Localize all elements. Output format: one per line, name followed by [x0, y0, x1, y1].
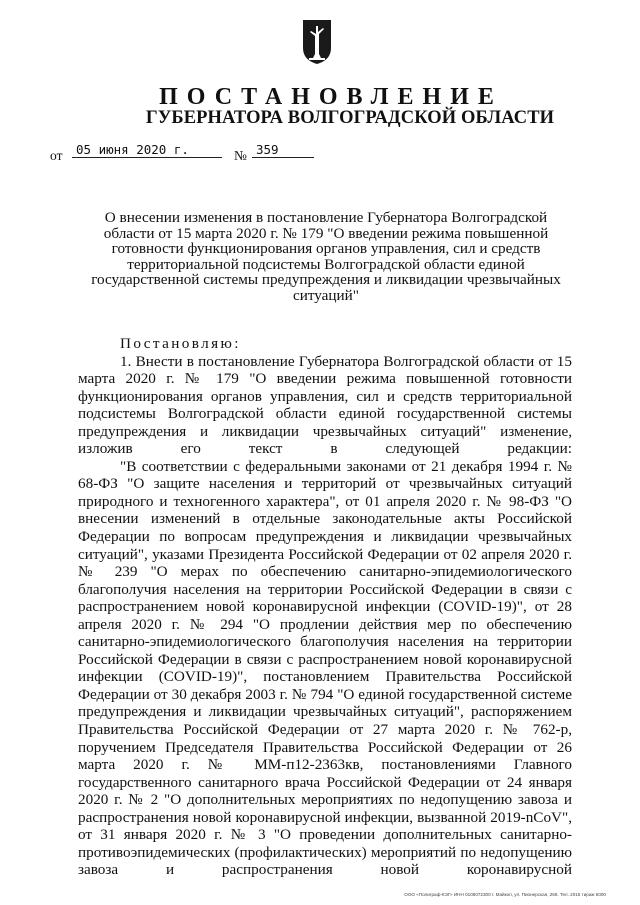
document-date: 05 июня 2020 г.	[72, 142, 222, 158]
document-number: 359	[252, 142, 314, 158]
document-subject: О внесении изменения в постановление Губернатора Волгоградской области от 15 марта 2020 г. № 179 "О введении режима повышенной готовности функционирования органов управления, сил и средств территориальной подсистемы Волгоградской области единой государственной системы предупреждения и ликвидации чрезвычайных ситуаций"	[91, 209, 561, 304]
item-1-paragraph: 1. Внести в постановление Губернатора Волгоградской области от 15 марта 2020 г. № 179 "О введении режима повышенной готовности функционирования органов управления, сил и средств территориальной подсистемы Волгоградской области единой государственной системы предупреждения и ликвидации чрезвычайных ситуаций" изменение, изложив его текст в следующей редакции:	[78, 352, 572, 458]
coat-of-arms-icon	[301, 18, 333, 66]
printer-imprint: ООО «Полиграф-КЭГ» ИНН 0105072300 г. Майкоп, ул. Пионерская, 268. Тел. 2015 тираж 5000	[404, 892, 606, 897]
quoted-paragraph: "В соответствии с федеральными законами от 21 декабря 1994 г. № 68-ФЗ "О защите населения и территорий от чрезвычайных ситуаций природного и техногенного характера", от 01 апреля 2020 г. № 98-ФЗ "О внесении изменений в отдельные законодательные акты Российской Федерации по вопросам предупреждения и ликвидации чрезвычайных ситуаций", указами Президента Российской Федерации от 02 апреля 2020 г. № 239 "О мерах по обеспечению санитарно-эпидемиологического благополучия населения на территории Российской Федерации в связи с распространением новой коронавирусной инфекции (COVID-19)", от 28 апреля 2020 г. № 294 "О продлении действия мер по обеспечению санитарно-эпидемиологического благополучия населения на территории Российской Федерации в связи с распространением новой коронавирусной инфекции (COVID-19)", постановлением Правительства Российской Федерации от 30 декабря 2003 г. № 794 "О единой государственной системе предупреждения и ликвидации чрезвычайных ситуаций", распоряжением Правительства Российской Федерации от 27 марта 2020 г. № 762-р, поручением Председателя Правительства Российской Федерации от 26 марта 2020 г. № ММ-п12-2363кв, постановлениями Главного государственного санитарного врача Российской Федерации от 24 января 2020 г. № 2 "О дополнительных мероприятиях по недопущению завоза и распространения новой коронавирусной инфекции, вызванной 2019-nCoV", от 31 января 2020 г. № 3 "О проведении дополнительных санитарно-противоэпидемических (профилактических) мероприятий по недопущению завоза и распространения новой коронавирусной	[78, 457, 572, 879]
date-number-row	[50, 142, 350, 164]
resolve-heading: Постановляю:	[120, 335, 241, 352]
document-body	[78, 335, 572, 879]
date-prefix: от	[50, 148, 63, 163]
document-subtitle: ГУБЕРНАТОРА ВОЛГОГРАДСКОЙ ОБЛАСТИ	[145, 108, 555, 128]
number-prefix: №	[234, 148, 247, 163]
document-title: ПОСТАНОВЛЕНИЕ	[159, 84, 503, 110]
